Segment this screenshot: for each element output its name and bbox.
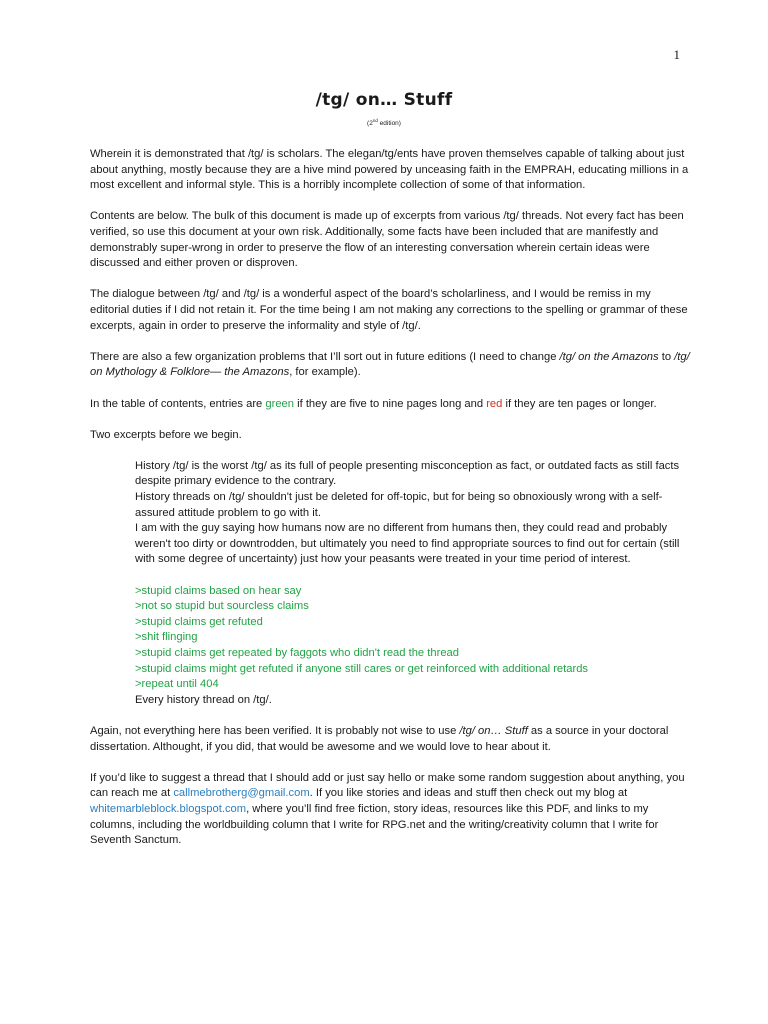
excerpts-intro: Two excerpts before we begin.	[90, 428, 242, 441]
verification-text-b: as a source in your doctoral dissertation. Althought, if you did, that would be awesome and we would love to hear about it.	[90, 724, 669, 753]
intro-paragraph: Wherein it is demonstrated that /tg/ is scholars. The elegan/tg/ents have proven themselves capable of talking about just about anything, mostly because they are a hive mind powered by unceasing faith in the EMPRAH, educating millions in a most excellent and informal style. This is a horribly incomplete collection of some of that information.	[90, 148, 689, 192]
organization-text-a: There are also a few organization problems that I’ll sort out in future editions (I need to change	[90, 350, 560, 363]
toc-text-b: if they are five to nine pages long and	[294, 397, 487, 410]
toc-green-word: green	[265, 397, 295, 410]
organization-title-new: /tg/ on Mythology & Folklore— the Amazons	[90, 350, 690, 379]
quote-line: History /tg/ is the worst /tg/ as its full of people presenting misconception as fact, or outdated facts as still facts despite primary evidence to the contrary.	[135, 459, 680, 488]
organization-text-c: , for example).	[289, 366, 361, 379]
quote-line: I am with the guy saying how humans now are no different from humans then, they could read and probably weren't too dirty or downtrodden, but ultimately you need to find appropriate sources to find out for certain (still with some degree of uncertainty) just how your peasants were treated in your time period of interest.	[135, 522, 680, 566]
quote-line: History threads on /tg/ shouldn't just be deleted for off-topic, but for being so obnoxiously wrong with a self-assured attitude problem to go with it.	[135, 491, 663, 519]
edition-label: edition	[379, 120, 399, 128]
toc-text-c: if they are ten pages or longer.	[502, 397, 657, 410]
excerpt-block	[135, 459, 690, 709]
edition-suffix: nd	[372, 118, 378, 123]
verification-title: /tg/ on… Stuff	[459, 724, 528, 737]
toc-legend-paragraph	[90, 397, 690, 413]
greentext-line: >shit flinging	[135, 631, 198, 644]
toc-red-word: red	[486, 397, 503, 410]
greentext-line: >not so stupid but sourcless claims	[135, 600, 309, 613]
email-link[interactable]: callmebrotherg@gmail.com	[173, 787, 310, 800]
quote-spacer	[135, 568, 690, 584]
page-number: 1	[673, 47, 680, 62]
verification-paragraph	[90, 724, 690, 755]
verification-text-a: Again, not everything here has been verified. It is probably not wise to use	[90, 724, 460, 737]
edition-note: (2nd edition)	[367, 118, 401, 128]
dialogue-paragraph: The dialogue between /tg/ and /tg/ is a wonderful aspect of the board’s scholarliness, and I would be remiss in my editorial duties if I did not retain it. For the time being I am not making any corrections to the spelling or grammar of these excerpts, again in order to preserve the informality and style of /tg/.	[90, 288, 688, 332]
contact-text-a: If you’d like to suggest a thread that I should add or just say hello or make some random suggestion about anything, you can reach me at	[90, 771, 685, 800]
greentext-line: >stupid claims might get refuted if anyone still cares or get reinforced with additional retards	[135, 662, 589, 675]
toc-text-a: In the table of contents, entries are	[90, 397, 266, 410]
organization-text-b: to	[658, 350, 675, 363]
quote-closing: Every history thread on /tg/.	[135, 693, 272, 706]
greentext-line: >stupid claims based on hear say	[135, 584, 302, 597]
organization-title-old: /tg/ on the Amazons	[559, 350, 659, 363]
edition-number: 2	[369, 120, 373, 128]
contact-paragraph	[90, 771, 690, 849]
greentext-line: >repeat until 404	[135, 678, 219, 691]
blog-link[interactable]: whitemarbleblock.blogspot.com	[90, 802, 247, 815]
contents-paragraph: Contents are below. The bulk of this document is made up of excerpts from various /tg/ threads. Not every fact has been verified, so use this document at your own risk. Additionally, some facts have been included that are manifestly and demonstrably super-wrong in order to preserve the flow of an interesting conversation wherein certain ideas were discussed and either proven or disproven.	[90, 210, 684, 270]
document-body	[90, 147, 690, 864]
contact-text-b: . If you like stories and ideas and stuff then check out my blog at	[309, 787, 628, 800]
greentext-line: >stupid claims get repeated by faggots who didn't read the thread	[135, 647, 459, 659]
document-title: /tg/ on… Stuff	[315, 90, 453, 110]
organization-paragraph	[90, 350, 690, 381]
contact-text-c: , where you’ll find free fiction, story ideas, resources like this PDF, and links to my columns, including the worldbuilding column that I write for RPG.net and the writing/creativity column that I write for Seventh Sanctum.	[90, 802, 659, 847]
greentext-line: >stupid claims get refuted	[135, 615, 263, 628]
